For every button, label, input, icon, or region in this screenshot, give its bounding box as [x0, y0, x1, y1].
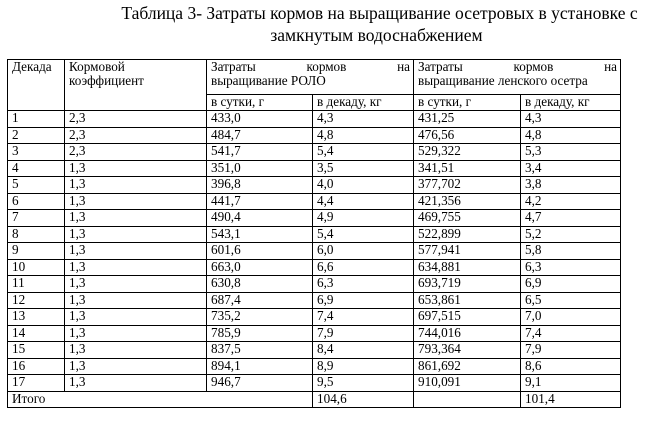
- rolo-per-day-cell: 396,8: [207, 177, 313, 194]
- header-rolo-per-decade: в декаду, кг: [313, 94, 414, 110]
- lena-per-day-cell: 522,899: [414, 226, 521, 243]
- coef-cell: 1,3: [65, 292, 207, 309]
- decade-cell: 10: [8, 259, 65, 276]
- table-row: [8, 111, 621, 128]
- decade-cell: 8: [8, 226, 65, 243]
- table-row: [8, 276, 621, 293]
- total-label: Итого: [8, 391, 313, 408]
- decade-cell: 6: [8, 193, 65, 210]
- header-lena-sturgeon-costs: [414, 60, 621, 95]
- header-row-1: [8, 60, 621, 95]
- table-row: [8, 144, 621, 161]
- header-lena-line-1: [418, 60, 620, 74]
- rolo-per-day-cell: 543,1: [207, 226, 313, 243]
- lena-per-decade-cell: 7,0: [521, 309, 621, 326]
- rolo-per-day-cell: 441,7: [207, 193, 313, 210]
- lena-per-decade-cell: 6,3: [521, 259, 621, 276]
- rolo-per-decade-cell: 6,3: [313, 276, 414, 293]
- table-row: [8, 160, 621, 177]
- lena-per-day-cell: 577,941: [414, 243, 521, 260]
- lena-per-decade-cell: 4,3: [521, 111, 621, 128]
- rolo-per-decade-cell: 8,9: [313, 358, 414, 375]
- header-rolo-word-1: Затраты: [211, 59, 256, 74]
- lena-per-decade-cell: 7,4: [521, 325, 621, 342]
- header-lena-word-3: на: [604, 59, 617, 74]
- rolo-per-decade-cell: 7,4: [313, 309, 414, 326]
- lena-per-decade-cell: 8,6: [521, 358, 621, 375]
- coef-cell: 1,3: [65, 243, 207, 260]
- lena-per-decade-cell: 6,5: [521, 292, 621, 309]
- rolo-per-day-cell: 663,0: [207, 259, 313, 276]
- lena-per-day-cell: 793,364: [414, 342, 521, 359]
- rolo-per-day-cell: 837,5: [207, 342, 313, 359]
- decade-cell: 13: [8, 309, 65, 326]
- rolo-per-day-cell: 351,0: [207, 160, 313, 177]
- header-decade: [8, 60, 65, 111]
- decade-cell: 4: [8, 160, 65, 177]
- header-coef-line-1: Кормовой: [69, 59, 125, 74]
- lena-per-day-cell: 910,091: [414, 375, 521, 392]
- coef-cell: 1,3: [65, 325, 207, 342]
- lena-per-decade-cell: 6,9: [521, 276, 621, 293]
- header-rolo-word-3: на: [397, 59, 410, 74]
- coef-cell: 1,3: [65, 358, 207, 375]
- header-rolo-word-2: кормов: [306, 59, 347, 74]
- lena-per-decade-cell: 5,2: [521, 226, 621, 243]
- header-rolo-costs: [207, 60, 414, 95]
- coef-cell: 1,3: [65, 160, 207, 177]
- rolo-per-day-cell: 601,6: [207, 243, 313, 260]
- decade-cell: 16: [8, 358, 65, 375]
- rolo-per-day-cell: 785,9: [207, 325, 313, 342]
- rolo-per-day-cell: 687,4: [207, 292, 313, 309]
- header-rolo-per-day: в сутки, г: [207, 94, 313, 110]
- rolo-per-decade-cell: 6,6: [313, 259, 414, 276]
- decade-cell: 14: [8, 325, 65, 342]
- table-row: [8, 210, 621, 227]
- header-lena-word-2: кормов: [513, 59, 554, 74]
- decade-cell: 1: [8, 111, 65, 128]
- lena-per-day-cell: 377,702: [414, 177, 521, 194]
- decade-cell: 5: [8, 177, 65, 194]
- rolo-per-day-cell: 735,2: [207, 309, 313, 326]
- table-row: [8, 375, 621, 392]
- table-row: [8, 325, 621, 342]
- lena-per-day-cell: 653,861: [414, 292, 521, 309]
- lena-per-decade-cell: 4,7: [521, 210, 621, 227]
- rolo-per-decade-cell: 4,3: [313, 111, 414, 128]
- rolo-per-day-cell: 630,8: [207, 276, 313, 293]
- caption-line-1: Таблица 3- Затраты кормов на выращивание осетровых в установке с: [121, 3, 638, 23]
- coef-cell: 1,3: [65, 226, 207, 243]
- decade-cell: 17: [8, 375, 65, 392]
- header-rolo-line-1: [211, 60, 413, 74]
- coef-cell: 2,3: [65, 144, 207, 161]
- lena-per-day-cell: 693,719: [414, 276, 521, 293]
- lena-per-decade-cell: 3,4: [521, 160, 621, 177]
- decade-cell: 7: [8, 210, 65, 227]
- total-rolo-decade: 104,6: [313, 391, 414, 408]
- lena-per-day-cell: 697,515: [414, 309, 521, 326]
- rolo-per-day-cell: 490,4: [207, 210, 313, 227]
- feed-cost-table: [7, 59, 621, 408]
- header-lena-per-decade: в декаду, кг: [521, 94, 621, 110]
- caption-line-2: замкнутым водоснабжением: [270, 25, 483, 45]
- rolo-per-decade-cell: 9,5: [313, 375, 414, 392]
- rolo-per-decade-cell: 4,4: [313, 193, 414, 210]
- lena-per-day-cell: 341,51: [414, 160, 521, 177]
- table-row: [8, 292, 621, 309]
- lena-per-day-cell: 421,356: [414, 193, 521, 210]
- rolo-per-decade-cell: 7,9: [313, 325, 414, 342]
- lena-per-decade-cell: 4,2: [521, 193, 621, 210]
- rolo-per-decade-cell: 8,4: [313, 342, 414, 359]
- rolo-per-decade-cell: 5,4: [313, 226, 414, 243]
- lena-per-decade-cell: 3,8: [521, 177, 621, 194]
- total-lena-day: [414, 391, 521, 408]
- coef-cell: 1,3: [65, 276, 207, 293]
- coef-cell: 1,3: [65, 193, 207, 210]
- coef-cell: 1,3: [65, 259, 207, 276]
- header-coef-line-2: коэффициент: [69, 73, 144, 88]
- header-lena-word-1: Затраты: [418, 59, 463, 74]
- coef-cell: 1,3: [65, 342, 207, 359]
- lena-per-decade-cell: 5,8: [521, 243, 621, 260]
- lena-per-day-cell: 529,322: [414, 144, 521, 161]
- lena-per-day-cell: 634,881: [414, 259, 521, 276]
- table-row: [8, 243, 621, 260]
- lena-per-day-cell: 861,692: [414, 358, 521, 375]
- table-row: [8, 342, 621, 359]
- header-decade-text: Декада: [12, 59, 52, 74]
- header-lena-line-2: выращивание ленского осетра: [418, 73, 588, 88]
- lena-per-decade-cell: 5,3: [521, 144, 621, 161]
- decade-cell: 3: [8, 144, 65, 161]
- coef-cell: 1,3: [65, 210, 207, 227]
- table-row: [8, 259, 621, 276]
- coef-cell: 1,3: [65, 375, 207, 392]
- rolo-per-day-cell: 894,1: [207, 358, 313, 375]
- coef-cell: 1,3: [65, 177, 207, 194]
- total-lena-decade: 101,4: [521, 391, 621, 408]
- lena-per-day-cell: 469,755: [414, 210, 521, 227]
- rolo-per-decade-cell: 4,8: [313, 127, 414, 144]
- rolo-per-day-cell: 946,7: [207, 375, 313, 392]
- total-row: [8, 391, 621, 408]
- decade-cell: 12: [8, 292, 65, 309]
- table-row: [8, 193, 621, 210]
- lena-per-day-cell: 431,25: [414, 111, 521, 128]
- lena-per-decade-cell: 4,8: [521, 127, 621, 144]
- header-rolo-line-2: выращивание РОЛО: [211, 73, 326, 88]
- rolo-per-decade-cell: 6,0: [313, 243, 414, 260]
- table-row: [8, 309, 621, 326]
- rolo-per-decade-cell: 4,0: [313, 177, 414, 194]
- lena-per-decade-cell: 7,9: [521, 342, 621, 359]
- decade-cell: 9: [8, 243, 65, 260]
- coef-cell: 1,3: [65, 309, 207, 326]
- rolo-per-day-cell: 541,7: [207, 144, 313, 161]
- coef-cell: 2,3: [65, 111, 207, 128]
- lena-per-day-cell: 476,56: [414, 127, 521, 144]
- rolo-per-decade-cell: 5,4: [313, 144, 414, 161]
- decade-cell: 15: [8, 342, 65, 359]
- rolo-per-decade-cell: 3,5: [313, 160, 414, 177]
- rolo-per-decade-cell: 4,9: [313, 210, 414, 227]
- rolo-per-day-cell: 433,0: [207, 111, 313, 128]
- table-row: [8, 127, 621, 144]
- decade-cell: 2: [8, 127, 65, 144]
- rolo-per-day-cell: 484,7: [207, 127, 313, 144]
- rolo-per-decade-cell: 6,9: [313, 292, 414, 309]
- coef-cell: 2,3: [65, 127, 207, 144]
- decade-cell: 11: [8, 276, 65, 293]
- table-caption: [0, 2, 653, 46]
- header-feed-coefficient: [65, 60, 207, 111]
- table-row: [8, 226, 621, 243]
- header-lena-per-day: в сутки, г: [414, 94, 521, 110]
- lena-per-decade-cell: 9,1: [521, 375, 621, 392]
- lena-per-day-cell: 744,016: [414, 325, 521, 342]
- table-row: [8, 177, 621, 194]
- table-row: [8, 358, 621, 375]
